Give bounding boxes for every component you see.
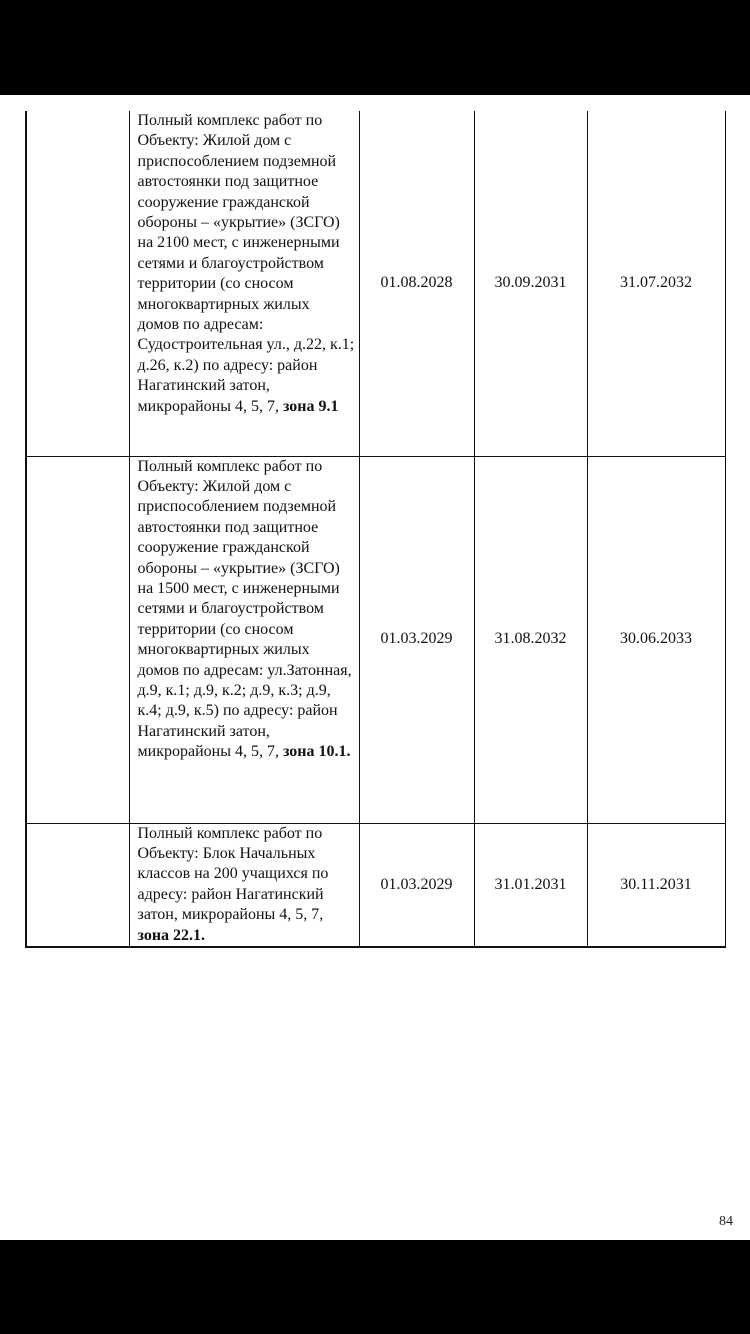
work-description-cell — [129, 111, 359, 456]
table-row — [26, 823, 725, 947]
zone-label: зона 10.1. — [282, 743, 351, 761]
document-page — [0, 95, 750, 1240]
row-number-cell — [26, 456, 129, 823]
schedule-table — [25, 111, 726, 948]
work-description: Полный комплекс работ по Объекту: Жилой дом с приспособлением подземной автостоянки под защитное сооружение гражданской обороны – «укрытие» (ЗСГО) на 1500 мест, с инженерными сетями и благоустройством территории (со сносом многоквартирных жилых домов по адресам: ул.Затонная, д.9, к.1; д.9, к.2; д.9, к.3; д.9, к.4; д.9, к.5) по адресу: район Нагатинский затон, микрорайоны 4, 5, 7, — [137, 457, 352, 761]
start-date-cell: 01.03.2029 — [359, 823, 474, 947]
page-number: 84 — [719, 1214, 733, 1229]
row-number-cell — [26, 823, 129, 947]
completion-date-cell: 31.07.2032 — [587, 111, 725, 456]
end-date-cell: 31.08.2032 — [474, 456, 587, 823]
work-description-cell — [129, 823, 359, 947]
table-row — [26, 111, 725, 456]
work-description: Полный комплекс работ по Объекту: Блок Начальных классов на 200 учащихся по адресу: район Нагатинский затон, микрорайоны 4, 5, 7, — [137, 824, 329, 924]
work-description: Полный комплекс работ по Объекту: Жилой дом с приспособлением подземной автостоянки под защитное сооружение гражданской обороны – «укрытие» (ЗСГО) на 2100 мест, с инженерными сетями и благоустройством территории (со сносом многоквартирных жилых домов по адресам: Судостроительная ул., д.22, к.1; д.26, к.2) по адресу: район Нагатинский затон, микрорайоны 4, 5, 7, — [137, 112, 355, 415]
end-date-cell: 30.09.2031 — [474, 111, 587, 456]
completion-date-cell: 30.11.2031 — [587, 823, 725, 947]
zone-label: зона 9.1 — [282, 397, 339, 415]
work-description-cell — [129, 456, 359, 823]
row-number-cell — [26, 111, 129, 456]
completion-date-cell: 30.06.2033 — [587, 456, 725, 823]
start-date-cell: 01.03.2029 — [359, 456, 474, 823]
zone-label: зона 22.1. — [137, 926, 206, 944]
start-date-cell: 01.08.2028 — [359, 111, 474, 456]
table-row — [26, 456, 725, 823]
end-date-cell: 31.01.2031 — [474, 823, 587, 947]
